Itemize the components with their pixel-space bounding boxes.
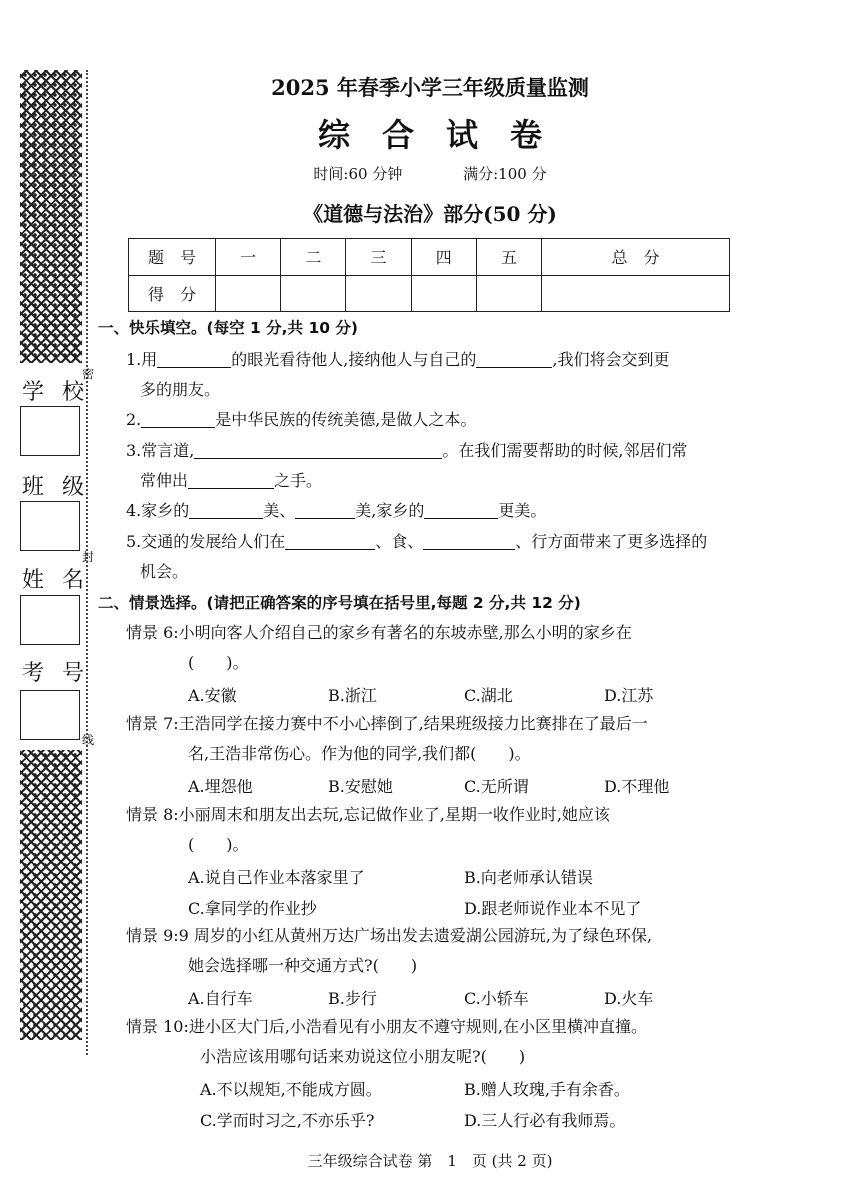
scenario-8-line-2: ( )。 [188,835,249,854]
score-table-score-row [129,275,730,312]
scenario-9-line-2: 她会选择哪一种交通方式?( ) [188,956,418,975]
question-3-line-1: 3.常言道, 。在我们需要帮助的时候,邻居们常 [126,441,688,460]
exam-number-field[interactable] [20,690,80,740]
score-cell[interactable] [476,275,541,312]
name-field[interactable] [20,595,80,645]
question-4: 4.家乡的 美、 美,家乡的 更美。 [126,501,547,520]
scenario-9-option-d[interactable]: D.火车 [604,989,654,1008]
score-cell[interactable] [411,275,476,312]
scenario-10-option-b[interactable]: B.赠人玫瑰,手有余香。 [464,1080,630,1099]
seal-char-xian: 线 [82,733,95,747]
score-header-cell: 一 [216,239,281,276]
scenario-10-option-d[interactable]: D.三人行必有我师焉。 [464,1111,626,1130]
school-label: 学校 [22,380,103,405]
score-header-cell: 二 [281,239,346,276]
scenario-9-option-b[interactable]: B.步行 [328,989,377,1008]
scenario-8-option-c[interactable]: C.拿同学的作业抄 [188,899,317,918]
scenario-8-option-d[interactable]: D.跟老师说作业本不见了 [464,899,642,918]
answer-blank[interactable] [188,472,274,489]
score-cell[interactable] [281,275,346,312]
scenario-9-line-1: 情景 9:9 周岁的小红从黄州万达广场出发去遗爱湖公园游玩,为了绿色环保, [126,926,653,945]
answer-blank[interactable] [189,502,263,519]
scenario-6-line-2: ( )。 [188,653,249,672]
page-footer: 三年级综合试卷 第 1 页 (共 2 页) [307,1152,553,1170]
scenario-6-option-a[interactable]: A.安徽 [188,686,237,705]
question-5-line-2: 机会。 [140,562,189,581]
answer-blank[interactable] [424,502,498,519]
question-1-line-1: 1.用 的眼光看待他人,接纳他人与自己的 ,我们将会交到更 [126,350,670,369]
score-header-cell: 五 [476,239,541,276]
question-2: 2. 是中华民族的传统美德,是做人之本。 [126,410,477,429]
question-1-line-2: 多的朋友。 [140,380,221,399]
seal-char-mi: 密 [82,367,95,381]
scenario-7-option-a[interactable]: A.埋怨他 [188,777,253,796]
section-title: 《道德与法治》部分(50 分) [303,202,557,226]
score-table-header-row [129,239,730,276]
scenario-8-option-b[interactable]: B.向老师承认错误 [464,868,593,887]
answer-blank[interactable] [423,533,515,550]
scenario-10-line-1: 情景 10:进小区大门后,小浩看见有小朋友不遵守规则,在小区里横冲直撞。 [126,1017,648,1036]
answer-blank[interactable] [157,351,231,368]
score-header-cell: 总 分 [542,239,730,276]
exam-title: 2025 年春季小学三年级质量监测 [271,75,589,100]
scenario-10-option-a[interactable]: A.不以规矩,不能成方圆。 [200,1080,382,1099]
scenario-7-option-b[interactable]: B.安慰她 [328,777,393,796]
scenario-6-line-1: 情景 6:小明向客人介绍自己的家乡有著名的东坡赤壁,那么小明的家乡在 [126,623,632,642]
score-cell[interactable] [346,275,411,312]
answer-blank[interactable] [285,533,375,550]
seal-char-feng: 封 [82,550,95,564]
question-3-line-2: 常伸出 之手。 [140,471,323,490]
answer-blank[interactable] [141,411,215,428]
scenario-7-option-d[interactable]: D.不理他 [604,777,670,796]
score-header-cell: 题 号 [129,239,216,276]
score-cell[interactable] [216,275,281,312]
score-header-cell: 三 [346,239,411,276]
answer-blank[interactable] [476,351,552,368]
question-5-line-1: 5.交通的发展给人们在 、食、 、行方面带来了更多选择的 [126,532,708,551]
scenario-10-option-c[interactable]: C.学而时习之,不亦乐乎? [200,1111,375,1130]
exam-meta [100,163,760,184]
exam-full-score: 满分:100 分 [463,165,547,183]
score-row-label: 得 分 [129,275,216,312]
scenario-7-option-c[interactable]: C.无所谓 [464,777,529,796]
name-label: 姓名 [22,568,103,593]
scenario-7-line-2: 名,王浩非常伤心。作为他的同学,我们都( )。 [188,744,531,763]
school-field[interactable] [20,406,80,456]
scenario-9-option-c[interactable]: C.小轿车 [464,989,529,1008]
class-label: 班级 [22,475,103,500]
score-table [128,238,730,312]
scenario-10-line-2: 小浩应该用哪句话来劝说这位小朋友呢?( ) [200,1047,526,1066]
class-field[interactable] [20,501,80,551]
exam-time: 时间:60 分钟 [313,165,403,183]
scenario-6-option-b[interactable]: B.浙江 [328,686,377,705]
scenario-7-line-1: 情景 7:王浩同学在接力赛中不小心摔倒了,结果班级接力比赛排在了最后一 [126,714,648,733]
scenario-8-line-1: 情景 8:小丽周末和朋友出去玩,忘记做作业了,星期一收作业时,她应该 [126,805,610,824]
binding-pattern-bottom [20,750,82,1040]
exam-number-label: 考号 [22,661,103,686]
answer-blank[interactable] [194,442,442,459]
main-title: 综合试卷 [317,116,574,154]
scenario-6-option-c[interactable]: C.湖北 [464,686,513,705]
score-cell[interactable] [542,275,730,312]
part2-heading: 二、情景选择。(请把正确答案的序号填在括号里,每题 2 分,共 12 分) [98,594,581,612]
answer-blank[interactable] [295,502,355,519]
score-header-cell: 四 [411,239,476,276]
scenario-6-option-d[interactable]: D.江苏 [604,686,654,705]
scenario-8-option-a[interactable]: A.说自己作业本落家里了 [188,868,365,887]
binding-pattern-top [20,70,82,363]
part1-heading: 一、快乐填空。(每空 1 分,共 10 分) [98,319,358,337]
scenario-9-option-a[interactable]: A.自行车 [188,989,253,1008]
